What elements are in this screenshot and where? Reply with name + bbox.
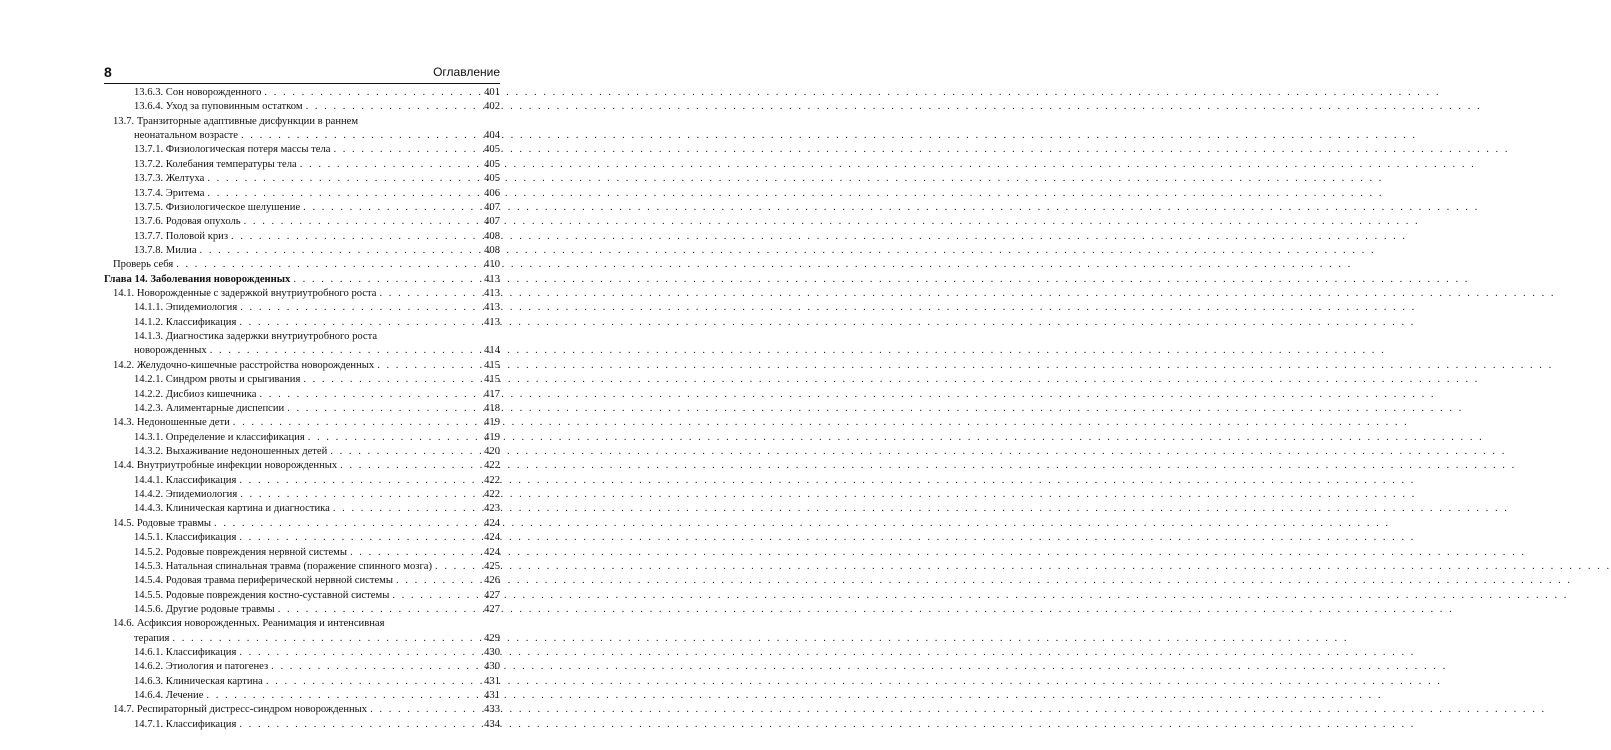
toc-leader-dots	[350, 546, 481, 560]
toc-entry-title: 14.4. Внутриутробные инфекции новорожденных	[113, 460, 338, 472]
toc-entry-title: 13.7.2. Колебания температуры тела	[134, 158, 297, 170]
toc-entry-title: 14.2. Желудочно-кишечные расстройства новорожденных	[113, 359, 375, 371]
toc-leader-dots	[306, 100, 482, 114]
toc-entry-title: 14.4.3. Клиническая картина и диагностика	[134, 503, 330, 515]
toc-entry-title: 14.6.1. Классификация	[134, 647, 237, 659]
toc-entry-page: 425	[484, 560, 500, 572]
toc-entry	[104, 316, 500, 330]
toc-entry	[104, 143, 500, 157]
toc-leader-dots	[300, 158, 481, 172]
toc-entry-title: 14.5.5. Родовые повреждения костно-суставной системы	[134, 589, 390, 601]
toc-entry-title: Проверь себя	[113, 259, 174, 271]
toc-entry-page: 430	[484, 661, 500, 673]
toc-leader-dots	[240, 301, 481, 315]
toc-entry	[104, 129, 500, 143]
toc-entry-title: 13.6.4. Уход за пуповинным остатком	[134, 101, 303, 113]
toc-leader-dots	[210, 344, 481, 358]
toc-entry-page: 431	[484, 675, 500, 687]
toc-leader-dots	[240, 488, 481, 502]
toc-entry	[104, 560, 500, 574]
toc-entry	[104, 574, 500, 588]
running-title: Оглавление	[433, 65, 500, 79]
toc-entry-title: 14.3. Недоношенные дети	[113, 417, 230, 429]
toc-entry-title: 14.5.3. Натальная спинальная травма (поражение спинного мозга)	[134, 560, 433, 572]
toc-entry	[104, 273, 500, 287]
toc-entry-page: 407	[484, 216, 500, 228]
toc-entry	[104, 301, 500, 315]
toc-entry	[104, 603, 500, 617]
toc-leader-dots	[392, 589, 481, 603]
toc-entry	[104, 86, 500, 100]
toc-leader-dots	[278, 603, 481, 617]
toc-entry-page: 422	[484, 474, 500, 486]
toc-entry-page: 427	[484, 603, 500, 615]
toc-entry-title: 14.6.3. Клиническая картина	[134, 675, 263, 687]
toc-entry	[104, 230, 500, 244]
toc-entry	[104, 187, 500, 201]
toc-leader-dots	[239, 474, 481, 488]
toc-leader-dots	[214, 517, 481, 531]
toc-leader-dots	[340, 459, 481, 473]
toc-entry-title: 13.7.3. Желтуха	[134, 173, 205, 185]
toc-entry-page: 404	[484, 130, 500, 142]
document-page	[0, 0, 600, 750]
toc-entry-page: 427	[484, 589, 500, 601]
toc-entry-page: 420	[484, 445, 500, 457]
toc-entry	[104, 215, 500, 229]
toc-leader-dots	[239, 531, 481, 545]
toc-entry-page: 423	[484, 503, 500, 515]
toc-entry	[104, 373, 500, 387]
toc-entry-title: терапия	[134, 632, 170, 644]
toc-entry-title: 14.6.4. Лечение	[134, 690, 204, 702]
toc-leader-dots	[172, 632, 481, 646]
toc-leader-dots	[333, 502, 481, 516]
toc-entry-page: 419	[484, 417, 500, 429]
toc-leader-dots	[396, 574, 481, 588]
toc-entry	[104, 330, 500, 344]
toc-entry-title: 14.7. Респираторный дистресс-синдром новорожденных	[113, 704, 368, 716]
toc-entry	[104, 445, 500, 459]
toc-entry-page: 413	[484, 302, 500, 314]
toc-entry-page: 429	[484, 632, 500, 644]
toc-entry	[104, 474, 500, 488]
toc-entry-title: 13.7.5. Физиологическое шелушение	[134, 201, 301, 213]
toc-entry-title: 14.2.1. Синдром рвоты и срыгивания	[134, 374, 301, 386]
toc-entry	[104, 244, 500, 258]
toc-entry-page: 422	[484, 489, 500, 501]
toc-entry-page: 405	[484, 173, 500, 185]
toc-entry-page: 434	[484, 718, 500, 730]
toc-leader-dots	[207, 187, 481, 201]
toc-entry	[104, 359, 500, 373]
toc-entry-title: 14.5.6. Другие родовые травмы	[134, 603, 275, 615]
toc-entry-page: 401	[484, 87, 500, 98]
toc-entry	[104, 158, 500, 172]
page-number: 8	[104, 64, 112, 80]
toc-entry	[104, 646, 500, 660]
toc-entry-page: 418	[484, 402, 500, 414]
toc-entry-title: 13.6.3. Сон новорожденного	[134, 87, 262, 98]
toc-entry-title: 14.6. Асфиксия новорожденных. Реанимация и интенсивная	[113, 618, 385, 630]
toc-entry-page: 424	[484, 546, 500, 558]
toc-leader-dots	[293, 273, 481, 287]
toc-entry-title: Глава 14. Заболевания новорожденных	[104, 273, 291, 285]
toc-entry-title: 14.5. Родовые травмы	[113, 517, 212, 529]
toc-leader-dots	[206, 689, 481, 703]
toc-entry-page: 424	[484, 532, 500, 544]
toc-entry	[104, 258, 500, 272]
toc-entry	[104, 115, 500, 129]
toc-leader-dots	[271, 660, 481, 674]
toc-entry-title: 13.7.4. Эритема	[134, 187, 205, 199]
toc-entry-page: 413	[484, 273, 500, 285]
toc-entry-title: 13.7.8. Милиа	[134, 244, 197, 256]
toc-entry	[104, 502, 500, 516]
toc-entry	[104, 431, 500, 445]
toc-leader-dots	[259, 388, 481, 402]
toc-entry	[104, 517, 500, 531]
toc-entry-page: 405	[484, 158, 500, 170]
toc-entry-title: 14.7.1. Классификация	[134, 718, 237, 730]
toc-entry-page: 422	[484, 460, 500, 472]
toc-entry	[104, 589, 500, 603]
toc-entry	[104, 546, 500, 560]
toc-leader-dots	[244, 215, 482, 229]
toc-entry-page: 410	[484, 259, 500, 271]
toc-entry-page: 406	[484, 187, 500, 199]
toc-entry-page: 414	[484, 345, 500, 357]
toc-leader-dots	[200, 244, 482, 258]
toc-entry-page: 419	[484, 431, 500, 443]
toc-entry-page: 424	[484, 517, 500, 529]
toc-entry-page: 415	[484, 374, 500, 386]
toc-entry-title: 14.2.2. Дисбиоз кишечника	[134, 388, 257, 400]
toc-leader-dots	[333, 143, 481, 157]
toc-entry-title: 14.2.3. Алиментарные диспепсии	[134, 402, 285, 414]
toc-entry	[104, 660, 500, 674]
table-of-contents	[104, 86, 500, 732]
toc-leader-dots	[239, 646, 481, 660]
toc-leader-dots	[239, 718, 481, 732]
toc-entry-title: 14.5.1. Классификация	[134, 532, 237, 544]
toc-leader-dots	[207, 172, 481, 186]
toc-entry-title: 14.4.2. Эпидемиология	[134, 489, 238, 501]
toc-entry-page: 415	[484, 359, 500, 371]
toc-leader-dots	[233, 416, 481, 430]
toc-entry	[104, 488, 500, 502]
toc-entry-title: 14.5.4. Родовая травма периферической нервной системы	[134, 575, 394, 587]
toc-entry	[104, 718, 500, 732]
toc-entry-title: 14.1.1. Эпидемиология	[134, 302, 238, 314]
toc-entry-title: 14.1.2. Классификация	[134, 316, 237, 328]
toc-leader-dots	[264, 86, 481, 100]
toc-entry	[104, 459, 500, 473]
toc-entry-page: 408	[484, 230, 500, 242]
toc-entry-page: 405	[484, 144, 500, 156]
toc-leader-dots	[377, 359, 481, 373]
toc-leader-dots	[231, 230, 481, 244]
toc-entry	[104, 201, 500, 215]
toc-entry-title: 14.3.1. Определение и классификация	[134, 431, 305, 443]
toc-entry	[104, 344, 500, 358]
toc-leader-dots	[287, 402, 481, 416]
toc-leader-dots	[241, 129, 481, 143]
toc-entry-page: 430	[484, 647, 500, 659]
toc-entry-page: 407	[484, 201, 500, 213]
toc-entry	[104, 531, 500, 545]
toc-entry-title: 14.4.1. Классификация	[134, 474, 237, 486]
toc-entry-title: 14.5.2. Родовые повреждения нервной системы	[134, 546, 347, 558]
toc-entry-page: 402	[484, 101, 500, 113]
toc-entry-page: 433	[484, 704, 500, 716]
toc-entry	[104, 689, 500, 703]
toc-leader-dots	[303, 201, 481, 215]
toc-entry-title: 13.7.6. Родовая опухоль	[134, 216, 241, 228]
toc-entry-page: 431	[484, 690, 500, 702]
toc-leader-dots	[303, 373, 481, 387]
toc-entry-title: 14.1.3. Диагностика задержки внутриутробного роста	[134, 331, 378, 343]
toc-leader-dots	[370, 703, 481, 717]
toc-entry	[104, 402, 500, 416]
toc-entry-title: новорожденных	[134, 345, 207, 357]
toc-entry-title: 14.1. Новорожденные с задержкой внутриутробного роста	[113, 288, 377, 300]
toc-leader-dots	[308, 431, 481, 445]
toc-entry-page: 413	[484, 316, 500, 328]
toc-entry	[104, 675, 500, 689]
toc-leader-dots	[176, 258, 481, 272]
toc-entry	[104, 388, 500, 402]
toc-entry-title: 13.7. Транзиторные адаптивные дисфункции в раннем	[113, 115, 359, 127]
page-header	[104, 63, 500, 84]
toc-entry-page: 408	[484, 244, 500, 256]
toc-entry	[104, 617, 500, 631]
toc-leader-dots	[435, 560, 481, 574]
toc-leader-dots	[379, 287, 481, 301]
toc-entry	[104, 287, 500, 301]
toc-entry-title: 14.6.2. Этиология и патогенез	[134, 661, 269, 673]
toc-entry	[104, 172, 500, 186]
toc-entry	[104, 703, 500, 717]
toc-entry-page: 417	[484, 388, 500, 400]
toc-entry-title: 13.7.1. Физиологическая потеря массы тела	[134, 144, 331, 156]
toc-entry-title: 14.3.2. Выхаживание недоношенных детей	[134, 445, 328, 457]
toc-entry	[104, 632, 500, 646]
toc-entry	[104, 416, 500, 430]
toc-leader-dots	[266, 675, 481, 689]
toc-leader-dots	[330, 445, 481, 459]
toc-entry-title: неонатальном возрасте	[134, 130, 238, 142]
toc-entry-page: 426	[484, 575, 500, 587]
toc-entry-title: 13.7.7. Половой криз	[134, 230, 229, 242]
toc-entry	[104, 100, 500, 114]
toc-entry-page: 413	[484, 288, 500, 300]
toc-leader-dots	[239, 316, 481, 330]
